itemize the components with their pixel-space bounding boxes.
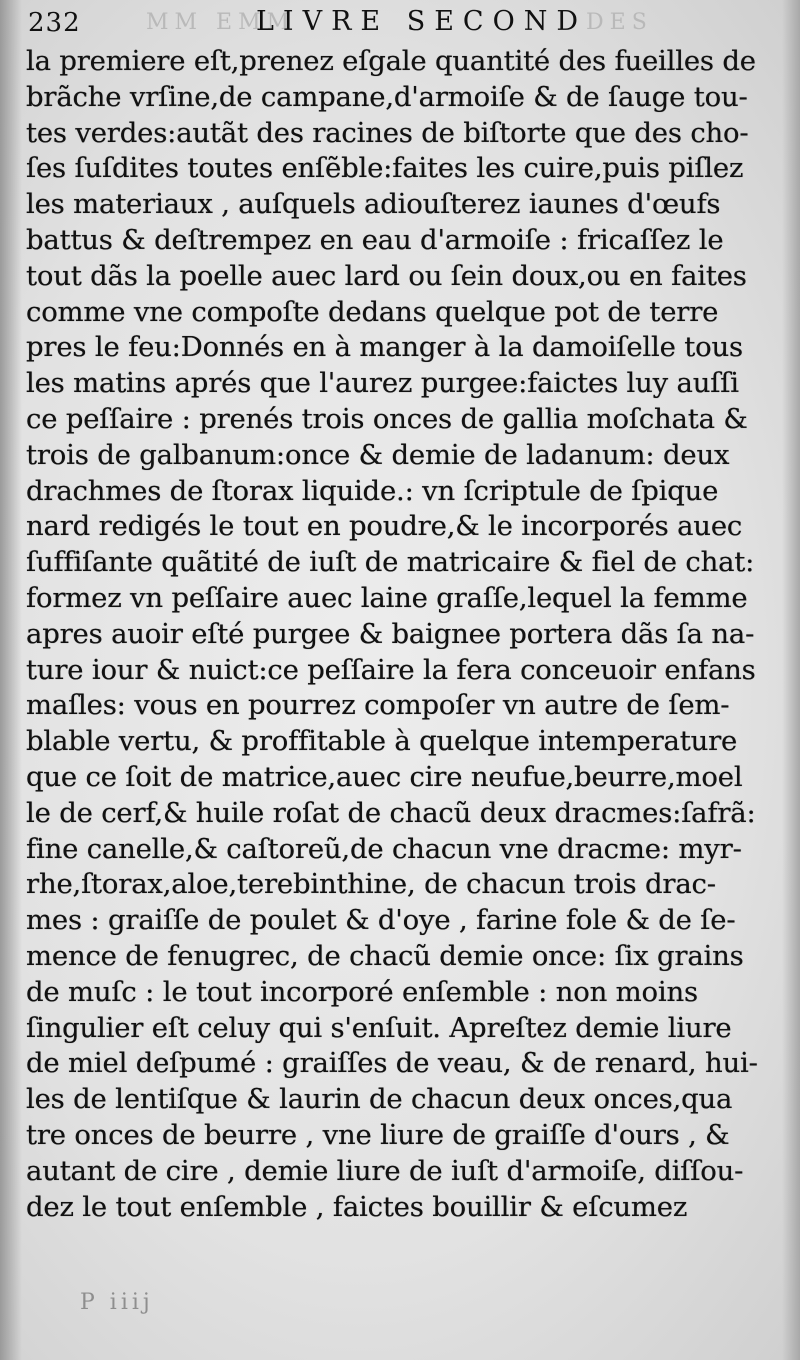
text-line: apres auoir eſté purgee & baignee portera dãs ſa na- xyxy=(26,617,755,650)
text-line: formez vn peſſaire auec laine graſſe,lequel la femme xyxy=(26,581,748,614)
body-text xyxy=(26,44,776,1225)
text-line: dez le tout enſemble , faictes bouillir & eſcumez xyxy=(26,1190,688,1223)
text-line: le de cerf,& huile roſat de chacũ deux dracmes:ſafrã: xyxy=(26,796,756,829)
text-line: ſuffiſante quãtité de iuſt de matricaire & fiel de chat: xyxy=(26,546,755,579)
text-line: maſles: vous en pourrez compoſer vn autre de ſem- xyxy=(26,689,730,722)
text-line: rhe,ſtorax,aloe,terebinthine, de chacun trois drac- xyxy=(26,868,716,901)
text-line: brãche vrſine,de campane,d'armoiſe & de ſauge tou- xyxy=(26,80,748,113)
text-line: les materiaux , auſquels adiouſterez iaunes d'œufs xyxy=(26,188,721,221)
page-number: 232 xyxy=(28,8,81,38)
text-line: tes verdes:autãt des racines de biſtorte que des cho- xyxy=(26,116,749,149)
show-through-text-left: MM EMM xyxy=(146,10,296,35)
text-line: comme vne compoſte dedans quelque pot de terre xyxy=(26,295,719,328)
text-line: autant de cire , demie liure de iuſt d'armoiſe, diſſou- xyxy=(26,1154,744,1187)
text-line: mes : graiſſe de poulet & d'oye , farine fole & de ſe- xyxy=(26,904,736,937)
text-line: de muſc : le tout incorporé enſemble : non moins xyxy=(26,975,698,1008)
text-line: fine canelle,& caſtoreũ,de chacun vne dracme: myr- xyxy=(26,832,742,865)
text-line: de miel deſpumé : graiſſes de veau, & de renard, hui- xyxy=(26,1047,758,1080)
text-line: les matins aprés que l'aurez purgee:faictes luy auſſi xyxy=(26,367,739,400)
text-line: la premiere eſt,prenez eſgale quantité des fueilles de xyxy=(26,45,756,77)
text-line: ce peſſaire : prenés trois onces de gallia moſchata & xyxy=(26,402,748,435)
signature-mark-show-through: P iiij xyxy=(80,1290,154,1315)
show-through-text-right: DES xyxy=(586,10,653,35)
text-line: que ce ſoit de matrice,auec cire neufue,beurre,moel xyxy=(26,760,743,793)
text-line: trois de galbanum:once & demie de ladanum: deux xyxy=(26,438,730,471)
text-line: drachmes de ſtorax liquide.: vn ſcriptule de ſpique xyxy=(26,474,719,507)
text-line: tout dãs la poelle auec lard ou ſein doux,ou en faites xyxy=(26,259,747,292)
text-line: blable vertu, & proffitable à quelque intemperature xyxy=(26,725,738,758)
text-line: les de lentiſque & laurin de chacun deux onces,qua xyxy=(26,1083,733,1116)
text-line: pres le feu:Donnés en à manger à la damoiſelle tous xyxy=(26,331,743,364)
text-line: ture iour & nuict:ce peſſaire la fera conceuoir enfans xyxy=(26,653,756,686)
text-line: ſingulier eſt celuy qui s'enſuit. Apreſtez demie liure xyxy=(26,1011,732,1044)
text-line: tre onces de beurre , vne liure de graiſſe d'ours , & xyxy=(26,1118,730,1151)
text-line: nard redigés le tout en poudre,& le incorporés auec xyxy=(26,510,743,543)
running-head xyxy=(26,4,786,44)
text-line: mence de fenugrec, de chacũ demie once: ſix grains xyxy=(26,939,744,972)
text-line: battus & deſtrempez en eau d'armoiſe : fricaſſez le xyxy=(26,223,724,256)
text-line: ſes ſuſdites toutes enſẽble:faites les cuire,puis piſlez xyxy=(26,152,744,185)
running-head-title: LIVRE SECOND xyxy=(256,6,587,37)
